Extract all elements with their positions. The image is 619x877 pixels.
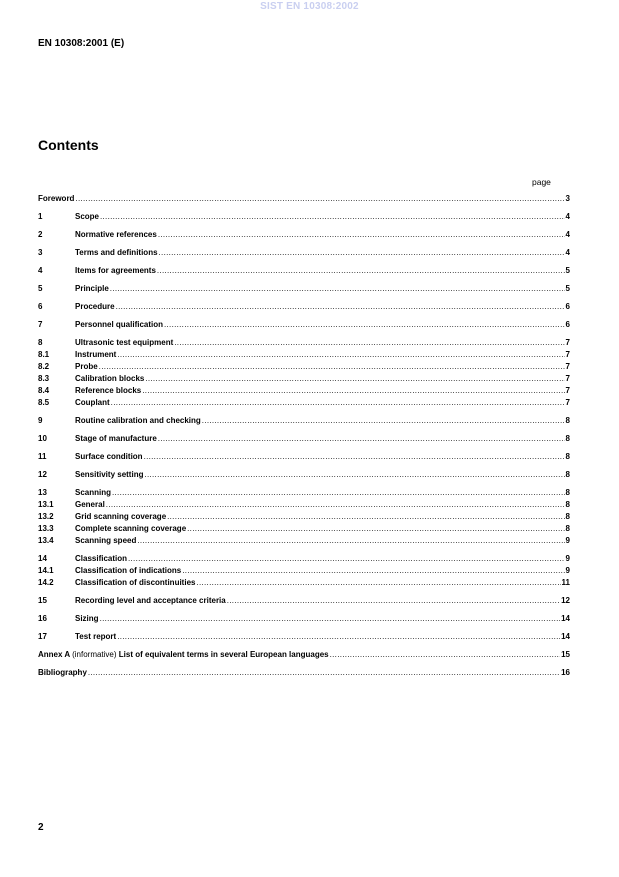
toc-entry-number: 8.1 — [38, 350, 50, 359]
toc-entry-number: 8.4 — [38, 386, 50, 395]
page-column-label: page — [532, 177, 551, 187]
table-of-contents — [38, 194, 570, 678]
toc-dot-leader — [117, 350, 564, 360]
toc-entry[interactable] — [38, 338, 570, 348]
toc-entry-page: 8 — [565, 512, 570, 521]
toc-entry-title: Procedure — [75, 302, 115, 311]
watermark: SIST EN 10308:2002 — [260, 1, 359, 12]
toc-entry[interactable] — [38, 566, 570, 576]
toc-entry-number: 4 — [38, 266, 43, 275]
toc-dot-leader — [330, 650, 560, 660]
toc-entry-number: 13.4 — [38, 536, 54, 545]
toc-entry-number: 1 — [38, 212, 43, 221]
toc-entry-number: 14.2 — [38, 578, 54, 587]
toc-entry-page: 9 — [565, 566, 570, 575]
toc-entry-number: 8.5 — [38, 398, 50, 407]
toc-entry-number: 13.3 — [38, 524, 54, 533]
toc-entry-page: 4 — [565, 248, 570, 257]
toc-dot-leader — [128, 554, 565, 564]
toc-entry-page: 4 — [565, 212, 570, 221]
toc-entry[interactable] — [38, 536, 570, 546]
toc-dot-leader — [116, 302, 565, 312]
toc-entry-annex-a[interactable] — [38, 650, 570, 660]
toc-entry-title: Sensitivity setting — [75, 470, 144, 479]
toc-entry-number: 6 — [38, 302, 43, 311]
toc-entry-page: 9 — [565, 536, 570, 545]
toc-dot-leader — [202, 416, 565, 426]
toc-dot-leader — [167, 512, 564, 522]
toc-entry-page: 12 — [561, 596, 570, 605]
toc-entry[interactable] — [38, 284, 570, 294]
toc-entry-title: Personnel qualification — [75, 320, 164, 329]
toc-entry-page: 9 — [565, 554, 570, 563]
toc-entry-number: 7 — [38, 320, 43, 329]
toc-entry-number: 15 — [38, 596, 47, 605]
toc-entry-title: Ultrasonic test equipment — [75, 338, 174, 347]
toc-entry-page: 8 — [565, 524, 570, 533]
toc-dot-leader — [182, 566, 564, 576]
toc-entry[interactable] — [38, 554, 570, 564]
toc-entry[interactable] — [38, 230, 570, 240]
annex-title: List of equivalent terms in several European languages — [118, 650, 329, 659]
toc-dot-leader — [145, 374, 564, 384]
toc-entry[interactable] — [38, 596, 570, 606]
toc-entry-title: Test report — [75, 632, 117, 641]
annex-label: Annex A — [38, 650, 70, 659]
document-id: EN 10308:2001 (E) — [38, 38, 125, 49]
toc-entry[interactable] — [38, 302, 570, 312]
toc-entry-title: Classification of indications — [75, 566, 182, 575]
toc-entry[interactable] — [38, 452, 570, 462]
toc-entry-number: 8 — [38, 338, 43, 347]
toc-entry-title: Sizing — [75, 614, 99, 623]
toc-dot-leader — [117, 632, 560, 642]
annex-informative-tag: (informative) — [72, 650, 117, 659]
toc-entry[interactable] — [38, 266, 570, 276]
toc-entry-title: Surface condition — [75, 452, 143, 461]
page-title: Contents — [38, 137, 99, 153]
toc-entry[interactable] — [38, 512, 570, 522]
toc-entry-number: 17 — [38, 632, 47, 641]
toc-entry-page: 14 — [561, 614, 570, 623]
toc-entry-title: Recording level and acceptance criteria — [75, 596, 226, 605]
toc-entry[interactable] — [38, 362, 570, 372]
toc-dot-leader — [111, 398, 565, 408]
toc-dot-leader — [110, 284, 565, 294]
toc-entry-title: Classification of discontinuities — [75, 578, 196, 587]
toc-dot-leader — [144, 470, 564, 480]
toc-entry-page: 14 — [561, 632, 570, 641]
toc-entry-number: 8.3 — [38, 374, 50, 383]
toc-entry-number: 13.1 — [38, 500, 54, 509]
toc-entry[interactable] — [38, 386, 570, 396]
toc-entry-number: 12 — [38, 470, 47, 479]
toc-entry[interactable] — [38, 500, 570, 510]
toc-entry-title: Terms and definitions — [75, 248, 158, 257]
toc-dot-leader — [227, 596, 560, 606]
toc-entry[interactable] — [38, 578, 570, 588]
toc-dot-leader — [99, 362, 565, 372]
toc-dot-leader — [158, 230, 565, 240]
toc-dot-leader — [100, 614, 561, 624]
toc-dot-leader — [174, 338, 564, 348]
toc-entry-number: 3 — [38, 248, 43, 257]
toc-dot-leader — [187, 524, 564, 534]
toc-dot-leader — [159, 248, 565, 258]
toc-entry-page: 4 — [565, 230, 570, 239]
toc-entry-page: 7 — [565, 350, 570, 359]
toc-entry-number: 10 — [38, 434, 47, 443]
toc-entry-title: Scope — [75, 212, 100, 221]
toc-dot-leader — [142, 386, 564, 396]
toc-dot-leader — [75, 194, 564, 204]
toc-entry-page: 7 — [565, 338, 570, 347]
toc-entry-page: 8 — [565, 416, 570, 425]
toc-entry[interactable] — [38, 470, 570, 480]
toc-entry-title: General — [75, 500, 105, 509]
toc-entry-page: 8 — [565, 488, 570, 497]
toc-entry-page: 8 — [565, 470, 570, 479]
toc-entry-page: 16 — [561, 668, 570, 677]
toc-entry-title: Scanning — [75, 488, 112, 497]
toc-entry-page: 7 — [565, 398, 570, 407]
toc-dot-leader — [164, 320, 565, 330]
toc-entry-page: 8 — [565, 500, 570, 509]
toc-entry[interactable] — [38, 212, 570, 222]
toc-dot-leader — [100, 212, 565, 222]
toc-entry[interactable] — [38, 320, 570, 330]
toc-entry-title: Couplant — [75, 398, 110, 407]
toc-entry-title: Complete scanning coverage — [75, 524, 187, 533]
toc-entry[interactable] — [38, 434, 570, 444]
toc-entry-page: 6 — [565, 320, 570, 329]
toc-entry[interactable] — [38, 350, 570, 360]
toc-entry-title: Instrument — [75, 350, 117, 359]
toc-dot-leader — [106, 500, 565, 510]
toc-dot-leader — [158, 434, 565, 444]
toc-entry-title: Grid scanning coverage — [75, 512, 167, 521]
toc-entry-foreword[interactable] — [38, 194, 570, 204]
toc-entry[interactable] — [38, 632, 570, 642]
toc-dot-leader — [144, 452, 565, 462]
toc-entry-title — [38, 650, 329, 660]
toc-entry[interactable] — [38, 248, 570, 258]
toc-entry-page: 8 — [565, 434, 570, 443]
toc-entry-page: 11 — [561, 578, 570, 587]
toc-entry-page: 6 — [565, 302, 570, 311]
toc-entry-number: 11 — [38, 452, 47, 461]
toc-entry-page: 7 — [565, 374, 570, 383]
toc-entry-title: Items for agreements — [75, 266, 156, 275]
toc-entry[interactable] — [38, 488, 570, 498]
toc-dot-leader — [112, 488, 565, 498]
toc-entry-bibliography[interactable] — [38, 668, 570, 678]
toc-dot-leader — [196, 578, 560, 588]
toc-entry-page: 5 — [565, 266, 570, 275]
toc-entry-number: 5 — [38, 284, 43, 293]
toc-entry-page: 7 — [565, 362, 570, 371]
toc-entry-page: 5 — [565, 284, 570, 293]
toc-entry[interactable] — [38, 398, 570, 408]
toc-entry-number: 13.2 — [38, 512, 54, 521]
toc-entry-title: Bibliography — [38, 668, 87, 677]
toc-entry[interactable] — [38, 374, 570, 384]
toc-entry[interactable] — [38, 614, 570, 624]
toc-entry-number: 2 — [38, 230, 43, 239]
toc-entry-title: Principle — [75, 284, 109, 293]
toc-entry-page: 8 — [565, 452, 570, 461]
toc-entry-title: Normative references — [75, 230, 157, 239]
toc-entry-title: Classification — [75, 554, 128, 563]
toc-dot-leader — [137, 536, 564, 546]
toc-entry-title: Stage of manufacture — [75, 434, 157, 443]
toc-entry-number: 13 — [38, 488, 47, 497]
toc-entry-title: Reference blocks — [75, 386, 142, 395]
toc-entry[interactable] — [38, 524, 570, 534]
toc-entry-page: 7 — [565, 386, 570, 395]
toc-entry-page: 15 — [561, 650, 570, 659]
page-number: 2 — [38, 822, 44, 833]
toc-entry-number: 14.1 — [38, 566, 54, 575]
toc-entry-title: Scanning speed — [75, 536, 137, 545]
toc-entry-number: 16 — [38, 614, 47, 623]
toc-entry[interactable] — [38, 416, 570, 426]
toc-entry-number: 8.2 — [38, 362, 50, 371]
toc-entry-title: Foreword — [38, 194, 75, 203]
toc-entry-title: Routine calibration and checking — [75, 416, 201, 425]
toc-entry-number: 14 — [38, 554, 47, 563]
toc-dot-leader — [157, 266, 565, 276]
toc-entry-page: 3 — [565, 194, 570, 203]
toc-entry-title: Calibration blocks — [75, 374, 145, 383]
toc-dot-leader — [88, 668, 560, 678]
toc-entry-number: 9 — [38, 416, 43, 425]
toc-entry-title: Probe — [75, 362, 98, 371]
